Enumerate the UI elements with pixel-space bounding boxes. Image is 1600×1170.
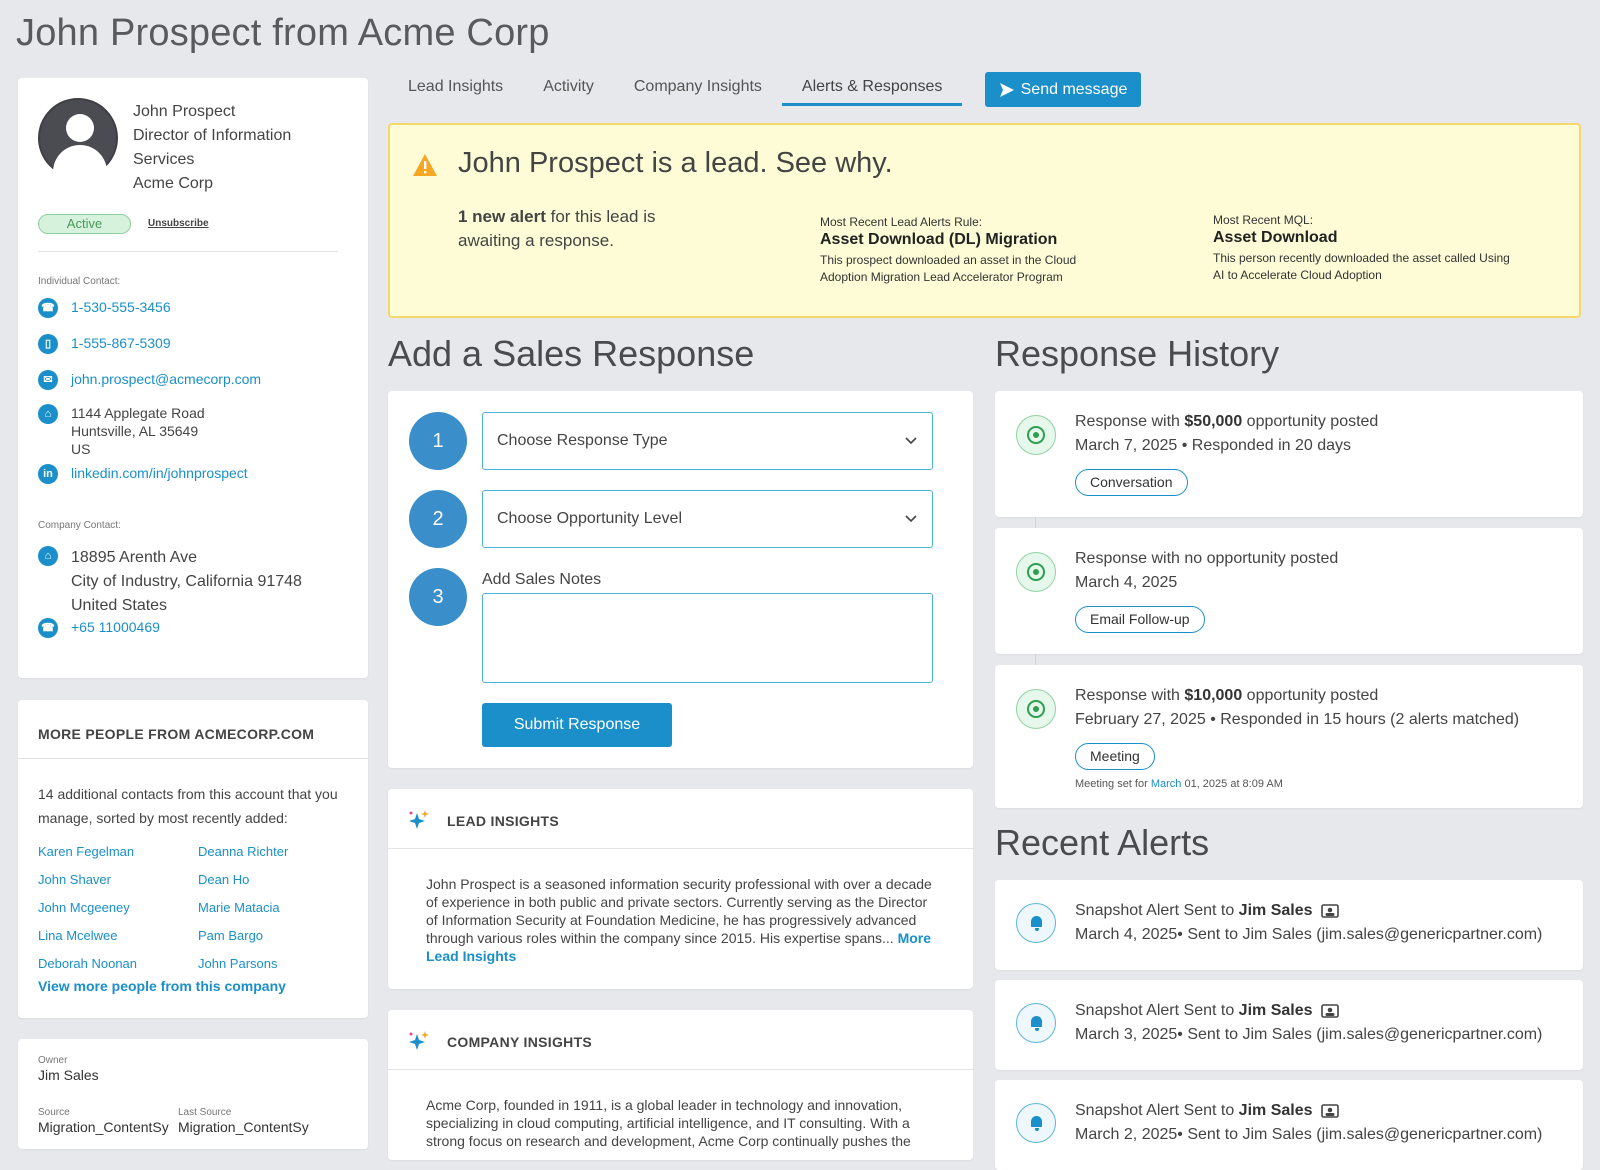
person-link[interactable]: Deborah Noonan xyxy=(38,956,138,971)
response-type-tag: Email Follow-up xyxy=(1075,606,1205,633)
individual-contact-label: Individual Contact: xyxy=(38,276,121,287)
sales-notes-label: Add Sales Notes xyxy=(482,571,602,588)
person-link[interactable]: Karen Fegelman xyxy=(38,844,135,859)
company-insights-card xyxy=(388,1010,973,1160)
tab-company-insights[interactable]: Company Insights xyxy=(633,78,762,95)
banner-title: John Prospect is a lead. See why. xyxy=(458,147,893,179)
address-block xyxy=(71,404,205,458)
lead-insights-text: John Prospect is a seasoned information security professional with over a decade of experience in both public and private sectors. Currently serving as the Director of Information Security at Foundation Medicine, he has progressively advanced through various roles within the company since 2015. His expertise spans... xyxy=(426,876,932,946)
warning-icon xyxy=(412,153,438,177)
mobile-row[interactable] xyxy=(38,334,171,354)
company-insights-header xyxy=(388,1010,973,1070)
address-row xyxy=(38,404,205,458)
phone-row[interactable] xyxy=(38,298,171,318)
contact-card-icon xyxy=(1321,904,1339,918)
phone-icon: ☎ xyxy=(38,618,58,638)
phone-icon: ☎ xyxy=(38,298,58,318)
owner-value: Jim Sales xyxy=(38,1067,99,1083)
lead-insights-card xyxy=(388,789,973,989)
history-summary: Response with $10,000 opportunity posted xyxy=(1075,687,1379,704)
home-icon: ⌂ xyxy=(38,546,58,566)
tab-lead-insights[interactable]: Lead Insights xyxy=(408,78,504,95)
target-icon xyxy=(1016,552,1056,592)
meeting-note: Meeting set for March 01, 2025 at 8:09 AM xyxy=(1075,778,1283,790)
person-link[interactable]: Lina Mcelwee xyxy=(38,928,118,943)
company-address-block xyxy=(71,546,302,618)
company-address-line-3: United States xyxy=(71,597,168,614)
view-more-people-link[interactable]: View more people from this company xyxy=(38,978,286,994)
mobile-icon: ▯ xyxy=(38,334,58,354)
company-insights-title: COMPANY INSIGHTS xyxy=(447,1034,593,1050)
divider xyxy=(38,251,338,252)
history-summary: Response with $50,000 opportunity posted xyxy=(1075,413,1379,430)
email-row[interactable] xyxy=(38,370,261,390)
history-date: February 27, 2025 • Responded in 15 hours (2 alerts matched) xyxy=(1075,711,1520,728)
chevron-down-icon xyxy=(904,436,918,446)
opportunity-level-value: Choose Opportunity Level xyxy=(497,510,682,527)
submit-response-button[interactable]: Submit Response xyxy=(482,703,672,747)
person-link[interactable]: John Parsons xyxy=(198,956,278,971)
alert-item xyxy=(995,980,1583,1070)
divider xyxy=(18,758,368,759)
unsubscribe-link[interactable]: Unsubscribe xyxy=(148,218,209,229)
address-line-3: US xyxy=(71,441,91,457)
last-source-value: Migration_ContentSy xyxy=(178,1119,309,1135)
contact-card-icon xyxy=(1321,1004,1339,1018)
alert-summary-text: for this lead is awaiting a response. xyxy=(458,207,656,250)
recent-rule-label: Most Recent Lead Alerts Rule: xyxy=(820,215,983,229)
opportunity-level-select[interactable] xyxy=(482,490,933,548)
profile-card xyxy=(18,78,368,678)
history-item xyxy=(995,528,1583,654)
home-icon: ⌂ xyxy=(38,404,58,424)
company-phone-link[interactable]: +65 11000469 xyxy=(71,619,160,635)
company-phone-row[interactable] xyxy=(38,618,160,638)
phone-link[interactable]: 1-530-555-3456 xyxy=(71,299,171,315)
response-type-tag: Conversation xyxy=(1075,469,1188,496)
alert-detail: March 4, 2025• Sent to Jim Sales (jim.sales@genericpartner.com) xyxy=(1075,926,1543,943)
linkedin-icon: in xyxy=(38,464,58,484)
company-insights-body: Acme Corp, founded in 1911, is a global leader in technology and innovation, specializing in cloud computing, artificial intelligence, and IT consulting. With a strong focus on research and development, Acme Corp continually pushes the xyxy=(426,1097,911,1149)
bell-icon xyxy=(1016,903,1056,943)
sales-notes-textarea[interactable] xyxy=(482,593,933,683)
address-line-2: Huntsville, AL 35649 xyxy=(71,423,199,439)
step-2-badge: 2 xyxy=(409,490,467,548)
recent-mql-label: Most Recent MQL: xyxy=(1213,213,1314,227)
lead-alert-banner xyxy=(388,123,1581,318)
recent-mql-title: Asset Download xyxy=(1213,229,1338,246)
sales-response-card xyxy=(388,391,973,768)
mail-icon: ✉ xyxy=(38,370,58,390)
company-address-line-1: 18895 Arenth Ave xyxy=(71,549,198,566)
people-list xyxy=(38,838,348,978)
more-people-card xyxy=(18,700,368,1018)
response-type-select[interactable] xyxy=(482,412,933,470)
step-1-badge: 1 xyxy=(409,412,467,470)
history-item xyxy=(995,391,1583,517)
owner-label: Owner xyxy=(38,1055,68,1066)
linkedin-link[interactable]: linkedin.com/in/johnprospect xyxy=(71,465,248,481)
send-icon xyxy=(999,82,1015,98)
contact-card-icon xyxy=(1321,1104,1339,1118)
recent-rule-title: Asset Download (DL) Migration xyxy=(820,231,1058,248)
send-message-label: Send message xyxy=(1020,80,1128,98)
alert-item xyxy=(995,1080,1583,1170)
source-label: Source xyxy=(38,1107,70,1118)
linkedin-row[interactable] xyxy=(38,464,248,484)
tab-alerts-responses[interactable]: Alerts & Responses xyxy=(782,70,963,106)
person-link[interactable]: Pam Bargo xyxy=(198,928,264,943)
recent-mql xyxy=(1213,213,1513,284)
history-date: March 4, 2025 xyxy=(1075,574,1178,591)
recent-mql-description: This person recently downloaded the asset called Using AI to Accelerate Cloud Adoption xyxy=(1213,251,1510,282)
contact-name: John Prospect xyxy=(133,103,236,120)
history-item xyxy=(995,665,1583,808)
sparkle-icon xyxy=(408,809,430,831)
page-title: John Prospect from Acme Corp xyxy=(16,12,550,54)
source-value: Migration_ContentSy xyxy=(38,1119,169,1135)
sparkle-icon xyxy=(408,1030,430,1052)
mobile-link[interactable]: 1-555-867-5309 xyxy=(71,335,171,351)
email-link[interactable]: john.prospect@acmecorp.com xyxy=(71,371,262,387)
more-lead-insights-link[interactable]: More Lead Insights xyxy=(426,930,932,964)
lead-insights-title: LEAD INSIGHTS xyxy=(447,813,560,829)
bell-icon xyxy=(1016,1103,1056,1143)
banner-alert-summary xyxy=(458,205,698,253)
target-icon xyxy=(1016,689,1056,729)
chevron-down-icon xyxy=(904,514,918,524)
tab-activity[interactable]: Activity xyxy=(543,78,594,95)
bell-icon xyxy=(1016,1003,1056,1043)
person-link[interactable]: John Shaver xyxy=(38,872,111,887)
recent-rule-description: This prospect downloaded an asset in the Cloud Adoption Migration Lead Accelerator Program xyxy=(820,253,1077,284)
history-date: March 7, 2025 • Responded in 20 days xyxy=(1075,437,1351,454)
contact-title-line-2: Services xyxy=(133,151,195,168)
step-3-badge: 3 xyxy=(409,568,467,626)
alert-detail: March 3, 2025• Sent to Jim Sales (jim.sales@genericpartner.com) xyxy=(1075,1026,1543,1043)
more-people-description: 14 additional contacts from this account that you manage, sorted by most recently added: xyxy=(38,786,338,826)
lead-insights-body xyxy=(426,875,938,965)
avatar xyxy=(38,98,118,178)
person-link[interactable]: Deanna Richter xyxy=(198,844,289,859)
alert-summary: Snapshot Alert Sent to Jim Sales xyxy=(1075,1002,1339,1020)
company-contact-label: Company Contact: xyxy=(38,520,121,531)
person-link[interactable]: Dean Ho xyxy=(198,872,250,887)
person-link[interactable]: Marie Matacia xyxy=(198,900,280,915)
owner-card xyxy=(18,1039,368,1149)
company-address-line-2: City of Industry, California 91748 xyxy=(71,573,302,590)
recent-alerts-heading: Recent Alerts xyxy=(995,822,1210,863)
alert-summary: Snapshot Alert Sent to Jim Sales xyxy=(1075,1102,1339,1120)
lead-insights-header xyxy=(388,789,973,849)
last-source-label: Last Source xyxy=(178,1107,232,1118)
response-type-value: Choose Response Type xyxy=(497,432,668,449)
target-icon xyxy=(1016,415,1056,455)
person-link[interactable]: John Mcgeeney xyxy=(38,900,130,915)
tab-bar xyxy=(388,70,962,106)
contact-company: Acme Corp xyxy=(133,175,214,192)
send-message-button[interactable] xyxy=(985,72,1141,107)
sales-response-heading: Add a Sales Response xyxy=(388,333,755,374)
status-badge: Active xyxy=(38,214,131,234)
company-address-row xyxy=(38,546,302,618)
history-summary: Response with no opportunity posted xyxy=(1075,550,1339,567)
response-type-tag: Meeting xyxy=(1075,743,1155,770)
address-line-1: 1144 Applegate Road xyxy=(71,405,205,421)
contact-title-line-1: Director of Information xyxy=(133,127,292,144)
alert-item xyxy=(995,880,1583,970)
profile-summary xyxy=(133,100,353,196)
alert-detail: March 2, 2025• Sent to Jim Sales (jim.sales@genericpartner.com) xyxy=(1075,1126,1543,1143)
more-people-title: MORE PEOPLE FROM ACMECORP.COM xyxy=(38,726,315,742)
response-history-heading: Response History xyxy=(995,333,1280,374)
alert-summary: Snapshot Alert Sent to Jim Sales xyxy=(1075,902,1339,920)
recent-rule xyxy=(820,215,1120,286)
alert-count: 1 new alert xyxy=(458,207,546,226)
